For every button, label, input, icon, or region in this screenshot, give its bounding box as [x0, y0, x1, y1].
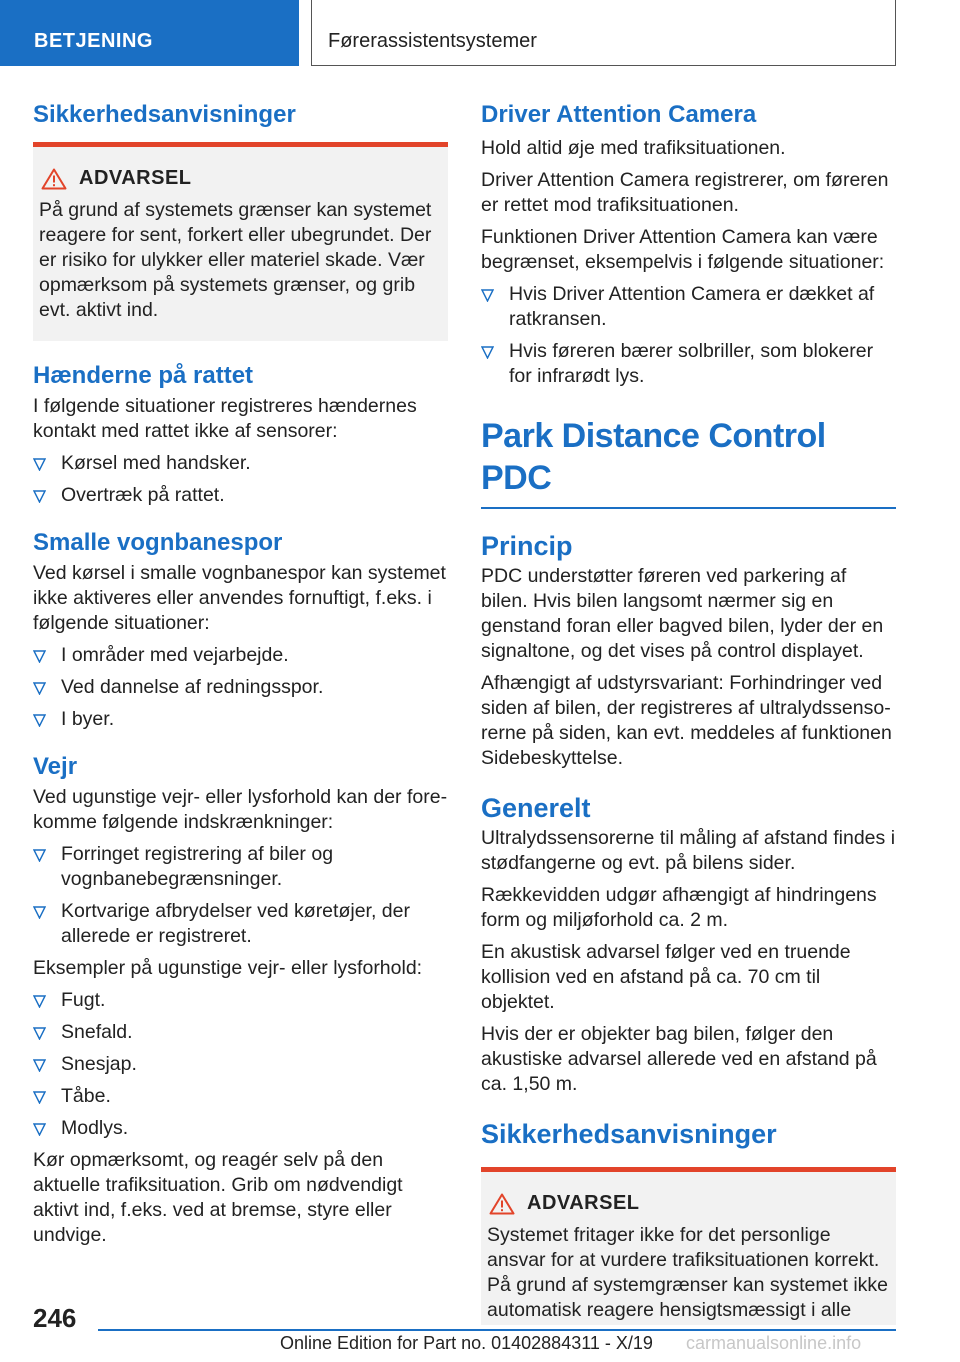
weather-list	[33, 842, 448, 949]
right-column	[481, 100, 896, 1325]
bullet-triangle-icon	[481, 289, 494, 302]
hands-intro: I følgende situationer registreres hændernes kontakt med rattet ikke af sensorer:	[33, 395, 417, 442]
warning-label: ADVARSEL	[79, 167, 192, 189]
hands-list	[33, 451, 448, 508]
warning-box	[33, 142, 448, 341]
pdc-warning-text: Systemet fritager ikke for det personlige ansvar for at vurdere trafiksituationen korrekt. På grund af systemgrænser kan systemet ikke automatisk reagere hensigtsmæssigt i alle	[487, 1224, 888, 1321]
list-item: Hvis Driver Attention Camera er dækket af ratkransen.	[481, 282, 896, 332]
list-item: I områder med vejarbejde.	[33, 643, 448, 668]
pdc-warning-label: ADVARSEL	[527, 1192, 640, 1214]
bullet-triangle-icon	[33, 1123, 46, 1136]
weather-heading: Vejr	[33, 753, 78, 780]
camera-p2: Driver Attention Camera registrerer, om føreren er rettet mod trafiksituationen.	[481, 169, 889, 216]
bullet-triangle-icon	[33, 906, 46, 919]
list-item: Forringet registrering af biler og vognbanebegrænsninger.	[33, 842, 448, 892]
header-section-tab	[0, 0, 299, 66]
list-item: Kortvarige afbrydelser ved køretøjer, der allerede er registreret.	[33, 899, 448, 949]
list-item: Kørsel med handsker.	[33, 451, 448, 476]
lanes-list	[33, 643, 448, 732]
list-item: Hvis føreren bærer solbriller, som blokerer for infrarødt lys.	[481, 339, 896, 389]
warning-text: På grund af systemets grænser kan systemet reagere for sent, forkert eller ubegrundet. Der er risiko for ulykker eller materiel skade. Vær opmærksom på systemets grænser, og grib evt. aktivt ind.	[39, 199, 432, 321]
list-item: Tåbe.	[33, 1084, 448, 1109]
list-item: Overtræk på rattet.	[33, 483, 448, 508]
bullet-triangle-icon	[33, 458, 46, 471]
footer-divider	[98, 1329, 896, 1331]
bullet-triangle-icon	[481, 346, 494, 359]
pdc-warning-clip	[481, 1167, 896, 1325]
page-number: 246	[33, 1303, 77, 1333]
pdc-title: Park Distance Control PDC	[481, 415, 896, 509]
principle-p1: PDC understøtter føreren ved parkering af bilen. Hvis bilen langsomt nærmer sig en genstand foran eller bagved bilen, lyder der en signaltone, og det vises på control displayet.	[481, 565, 884, 662]
footer-edition: Online Edition for Part no. 01402884311 - X/19	[280, 1333, 653, 1353]
bullet-triangle-icon	[33, 490, 46, 503]
warning-triangle-icon	[489, 1193, 515, 1215]
general-p2: Rækkevidden udgør afhængigt af hindringens form og miljøforhold ca. 2 m.	[481, 884, 877, 931]
list-item: I byer.	[33, 707, 448, 732]
header-section-label: BETJENING	[34, 30, 153, 52]
header-chapter-label: Førerassistentsystemer	[328, 30, 537, 52]
camera-p1: Hold altid øje med trafiksituationen.	[481, 137, 786, 159]
weather-examples-intro: Eksempler på ugunstige vejr- eller lysforhold:	[33, 957, 423, 979]
bullet-triangle-icon	[33, 1091, 46, 1104]
footer-watermark: carmanualsonline.info	[686, 1333, 862, 1353]
warning-triangle-icon	[41, 168, 67, 190]
bullet-triangle-icon	[33, 650, 46, 663]
bullet-triangle-icon	[33, 682, 46, 695]
hands-heading: Hænderne på rattet	[33, 362, 254, 389]
left-column	[33, 100, 448, 1255]
lanes-intro: Ved kørsel i smalle vognbanespor kan systemet ikke aktiveres eller anvendes fornuftigt, f.eks. i følgende situationer:	[33, 562, 446, 634]
general-heading: Generelt	[481, 793, 591, 823]
list-item: Modlys.	[33, 1116, 448, 1141]
weather-closing: Kør opmærksomt, og reagér selv på den aktuelle trafiksituation. Grib om nødvendigt aktivt ind, f.eks. ved at bremse, styre eller undvige.	[33, 1149, 403, 1246]
lanes-heading: Smalle vognbanespor	[33, 529, 283, 556]
pdc-warning-box	[481, 1167, 896, 1325]
list-item: Snefald.	[33, 1020, 448, 1045]
camera-list	[481, 282, 896, 389]
bullet-triangle-icon	[33, 1059, 46, 1072]
bullet-triangle-icon	[33, 714, 46, 727]
list-item: Ved dannelse af redningsspor.	[33, 675, 448, 700]
general-p4: Hvis der er objekter bag bilen, følger den akustiske advarsel allerede ved en afstand på ca. 1,50 m.	[481, 1023, 877, 1095]
list-item: Snesjap.	[33, 1052, 448, 1077]
list-item: Fugt.	[33, 988, 448, 1013]
general-p3: En akustisk advarsel følger ved en truende kollision ved en afstand på ca. 70 cm til objektet.	[481, 941, 851, 1013]
bullet-triangle-icon	[33, 1027, 46, 1040]
general-p1: Ultralydssensorerne til måling af afstand findes i stødfangerne og evt. på bilens sider.	[481, 827, 896, 874]
weather-examples-list	[33, 988, 448, 1141]
bullet-triangle-icon	[33, 995, 46, 1008]
bullet-triangle-icon	[33, 849, 46, 862]
header-chapter-box	[311, 0, 896, 66]
camera-heading: Driver Attention Camera	[481, 101, 757, 128]
principle-heading: Princip	[481, 531, 573, 561]
camera-p3: Funktionen Driver Attention Camera kan være begrænset, eksempelvis i følgende situationer:	[481, 226, 885, 273]
safety-heading: Sikkerhedsanvisninger	[33, 101, 296, 128]
pdc-safety-heading: Sikkerhedsanvisninger	[481, 1119, 777, 1149]
weather-intro: Ved ugunstige vejr- eller lysforhold kan der forekomme følgende indskrænkninger:	[33, 786, 448, 833]
principle-p2: Afhængigt af udstyrsvariant: Forhindringer ved siden af bilen, der registreres af ultralydssensorerne på siden, kan evt. meddeles af funktionen Sidebeskyttelse.	[481, 672, 892, 769]
